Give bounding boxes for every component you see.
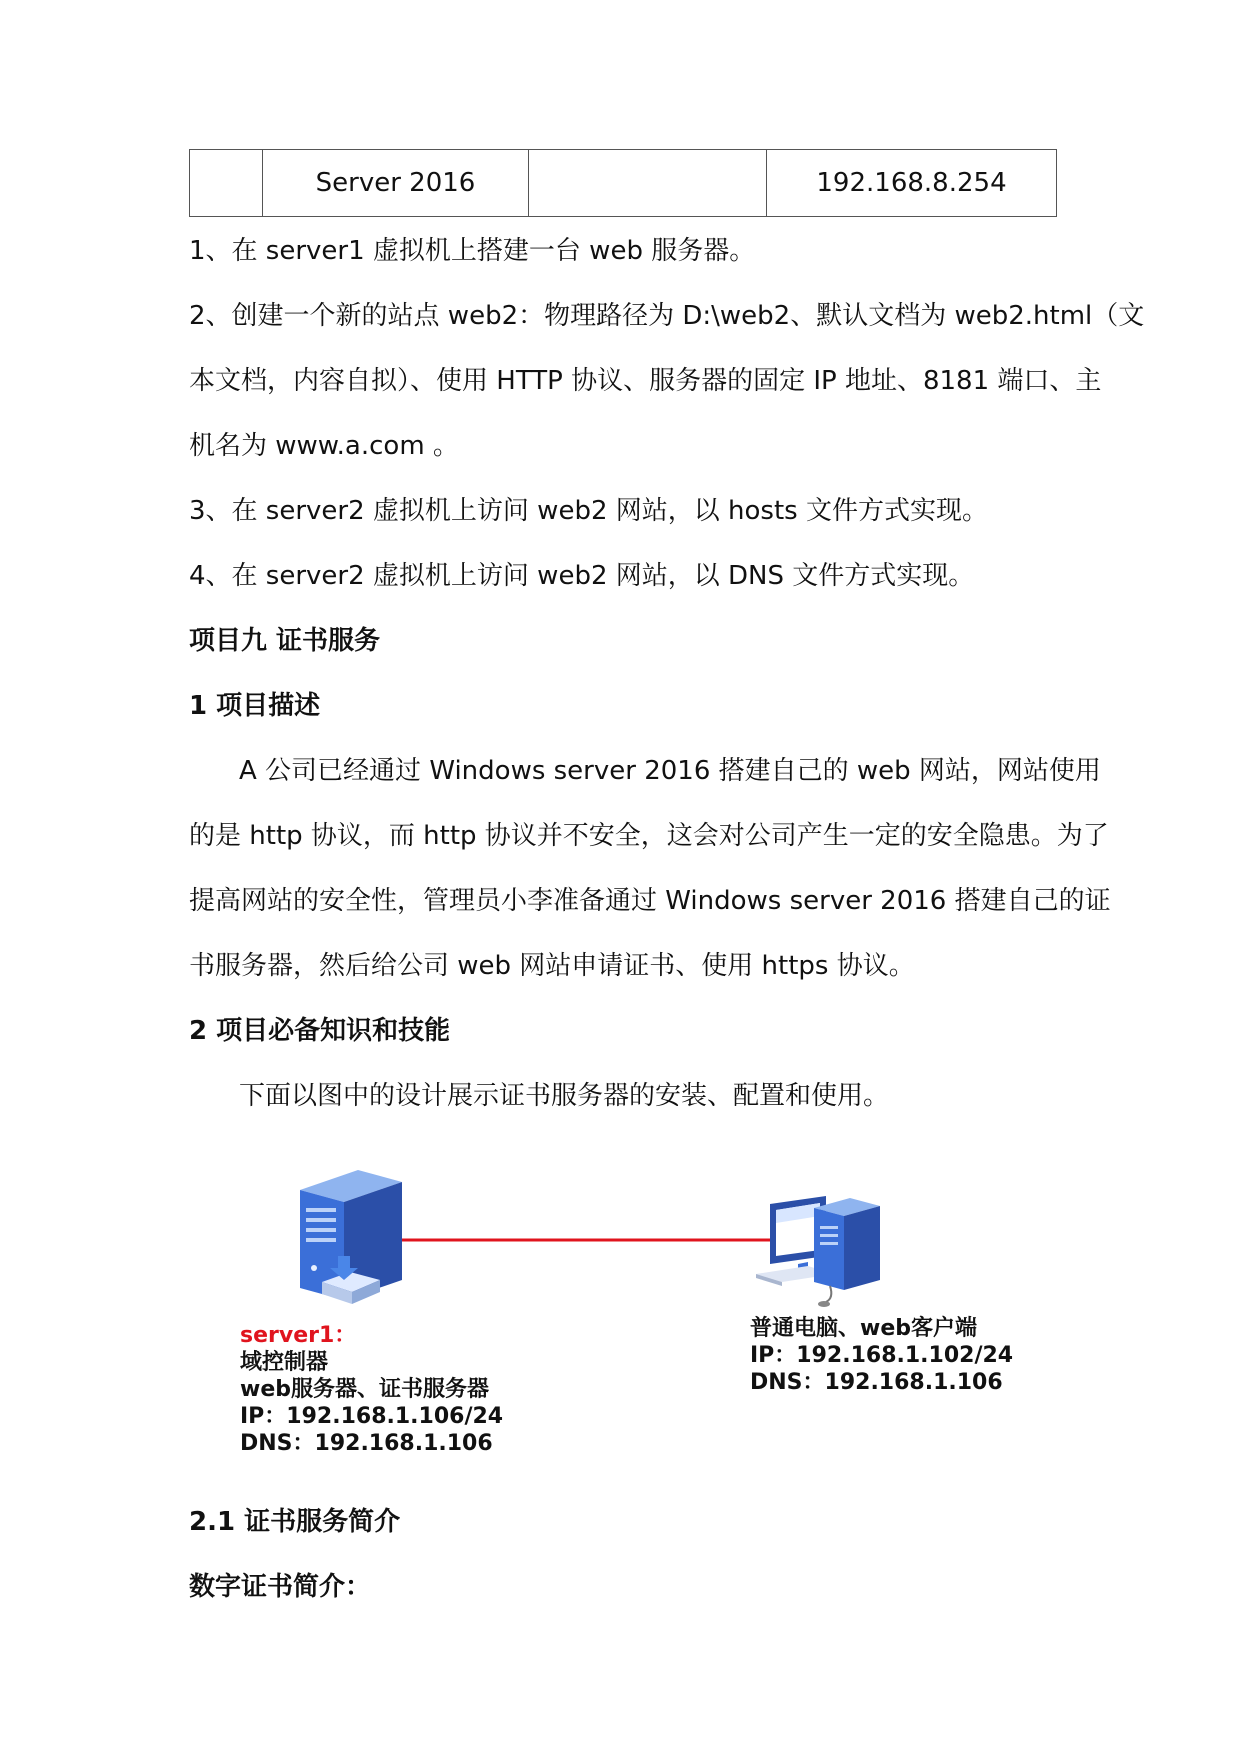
server-role-line: web服务器、证书服务器: [240, 1377, 489, 1402]
paragraph-line: 提高网站的安全性，管理员小李准备通过 Windows server 2016 搭建自己的证: [189, 886, 1111, 916]
table-cell: Server 2016: [263, 150, 529, 217]
paragraph-line: A 公司已经通过 Windows server 2016 搭建自己的 web 网站，网站使用: [239, 756, 1101, 786]
section-title: 项目九 证书服务: [189, 626, 381, 656]
server-table: [189, 149, 1057, 217]
server-icon: [300, 1170, 402, 1304]
table-cell: [190, 150, 263, 217]
client-role-line: 普通电脑、web客户端: [750, 1316, 977, 1341]
paragraph-line: 的是 http 协议，而 http 协议并不安全，这会对公司产生一定的安全隐患。为了: [189, 821, 1109, 851]
heading-cert-intro: 2.1 证书服务简介: [189, 1507, 401, 1537]
heading-project-description: 1 项目描述: [189, 691, 321, 721]
paragraph-line: 书服务器，然后给公司 web 网站申请证书、使用 https 协议。: [189, 951, 915, 981]
server-dns: DNS：192.168.1.106: [240, 1431, 493, 1456]
task-line: 4、在 server2 虚拟机上访问 web2 网站，以 DNS 文件方式实现。: [189, 561, 975, 591]
task-line: 1、在 server1 虚拟机上搭建一台 web 服务器。: [189, 236, 756, 266]
table-cell: [529, 150, 767, 217]
intro-line: 下面以图中的设计展示证书服务器的安装、配置和使用。: [239, 1081, 890, 1111]
network-diagram: [230, 1160, 1014, 1460]
task-line: 机名为 www.a.com 。: [189, 431, 459, 461]
client-ip: IP：192.168.1.102/24: [750, 1343, 1014, 1368]
server-role-line: 域控制器: [240, 1350, 329, 1375]
task-line: 2、创建一个新的站点 web2：物理路径为 D:\web2、默认文档为 web2.html（文: [189, 301, 1145, 331]
table-cell: 192.168.8.254: [767, 150, 1057, 217]
heading-digital-cert: 数字证书简介：: [189, 1572, 372, 1602]
desktop-pc-icon: [756, 1196, 880, 1307]
heading-knowledge: 2 项目必备知识和技能: [189, 1016, 451, 1046]
server-ip: IP：192.168.1.106/24: [240, 1404, 504, 1429]
table-row: [190, 150, 1057, 217]
task-line: 本文档，内容自拟）、使用 HTTP 协议、服务器的固定 IP 地址、8181 端口、主: [189, 366, 1102, 396]
server-name: server1：: [240, 1323, 357, 1348]
client-dns: DNS：192.168.1.106: [750, 1370, 1003, 1395]
task-line: 3、在 server2 虚拟机上访问 web2 网站，以 hosts 文件方式实现。: [189, 496, 988, 526]
